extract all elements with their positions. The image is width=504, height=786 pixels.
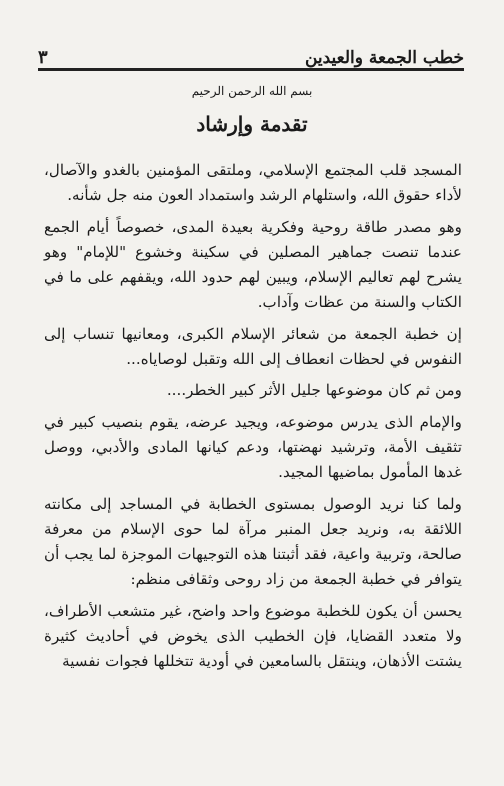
paragraph: المسجد قلب المجتمع الإسلامي، وملتقى المؤمنين بالغدو والآصال، لأداء حقوق الله، واستلهام الرشد واستمداد العون منه جل شأنه. [44,161,462,205]
paragraph: إن خطبة الجمعة من شعائر الإسلام الكبرى، ومعانيها تنساب إلى النفوس في لحظات انعطاف إلى الله وتقبل لوصاياه... [44,324,462,369]
page-number: ٣ [38,47,48,68]
running-title: خطب الجمعة والعيدين [304,48,464,68]
page-header [38,38,464,68]
basmala: بسم الله الرحمن الرحيم [191,84,313,98]
paragraph: ولما كنا نريد الوصول بمستوى الخطابة في المساجد إلى مكانته اللائقة به، ونريد جعل المنبر مرآة لما حوى الإسلام من معرفة صالحة، وتربية واعية، فقد أثبتنا هذه التوجيهات الموجزة لما يجب أن يتوافر في خطبة الجمعة من زاد روحى وثقافى منظم: [44,494,462,589]
paragraph: يحسن أن يكون للخطبة موضوع واحد واضح، غير متشعب الأطراف، ولا متعدد القضايا، فإن الخطيب الذى يخوض في أحاديث كثيرة يشتت الأذهان، وينتقل بالسامعين في أودية تتخللها فجوات نفسية [44,601,462,671]
body-text [44,158,462,675]
header-rule [38,68,464,71]
paragraph: وهو مصدر طاقة روحية وفكرية بعيدة المدى، خصوصاً أيام الجمع عندما تنصت جماهير المصلين في سكينة وخشوع "للإمام" وهو يشرح لهم تعاليم الإسلام، ويبين لهم حدود الله، ويقفهم على ما في الكتاب والسنة من عظات وآداب. [44,217,462,312]
paragraph: والإمام الذى يدرس موضوعه، ويجيد عرضه، يقوم بنصيب كبير في تثقيف الأمة، وترشيد نهضتها، ودعم كيانها المادى والأدبي، ووصل غدها المأمول بماضيها المجيد. [44,412,462,482]
section-heading: تقدمة وإرشاد [196,112,308,136]
paragraph: ومن ثم كان موضوعها جليل الأثر كبير الخطر.... [166,381,462,400]
